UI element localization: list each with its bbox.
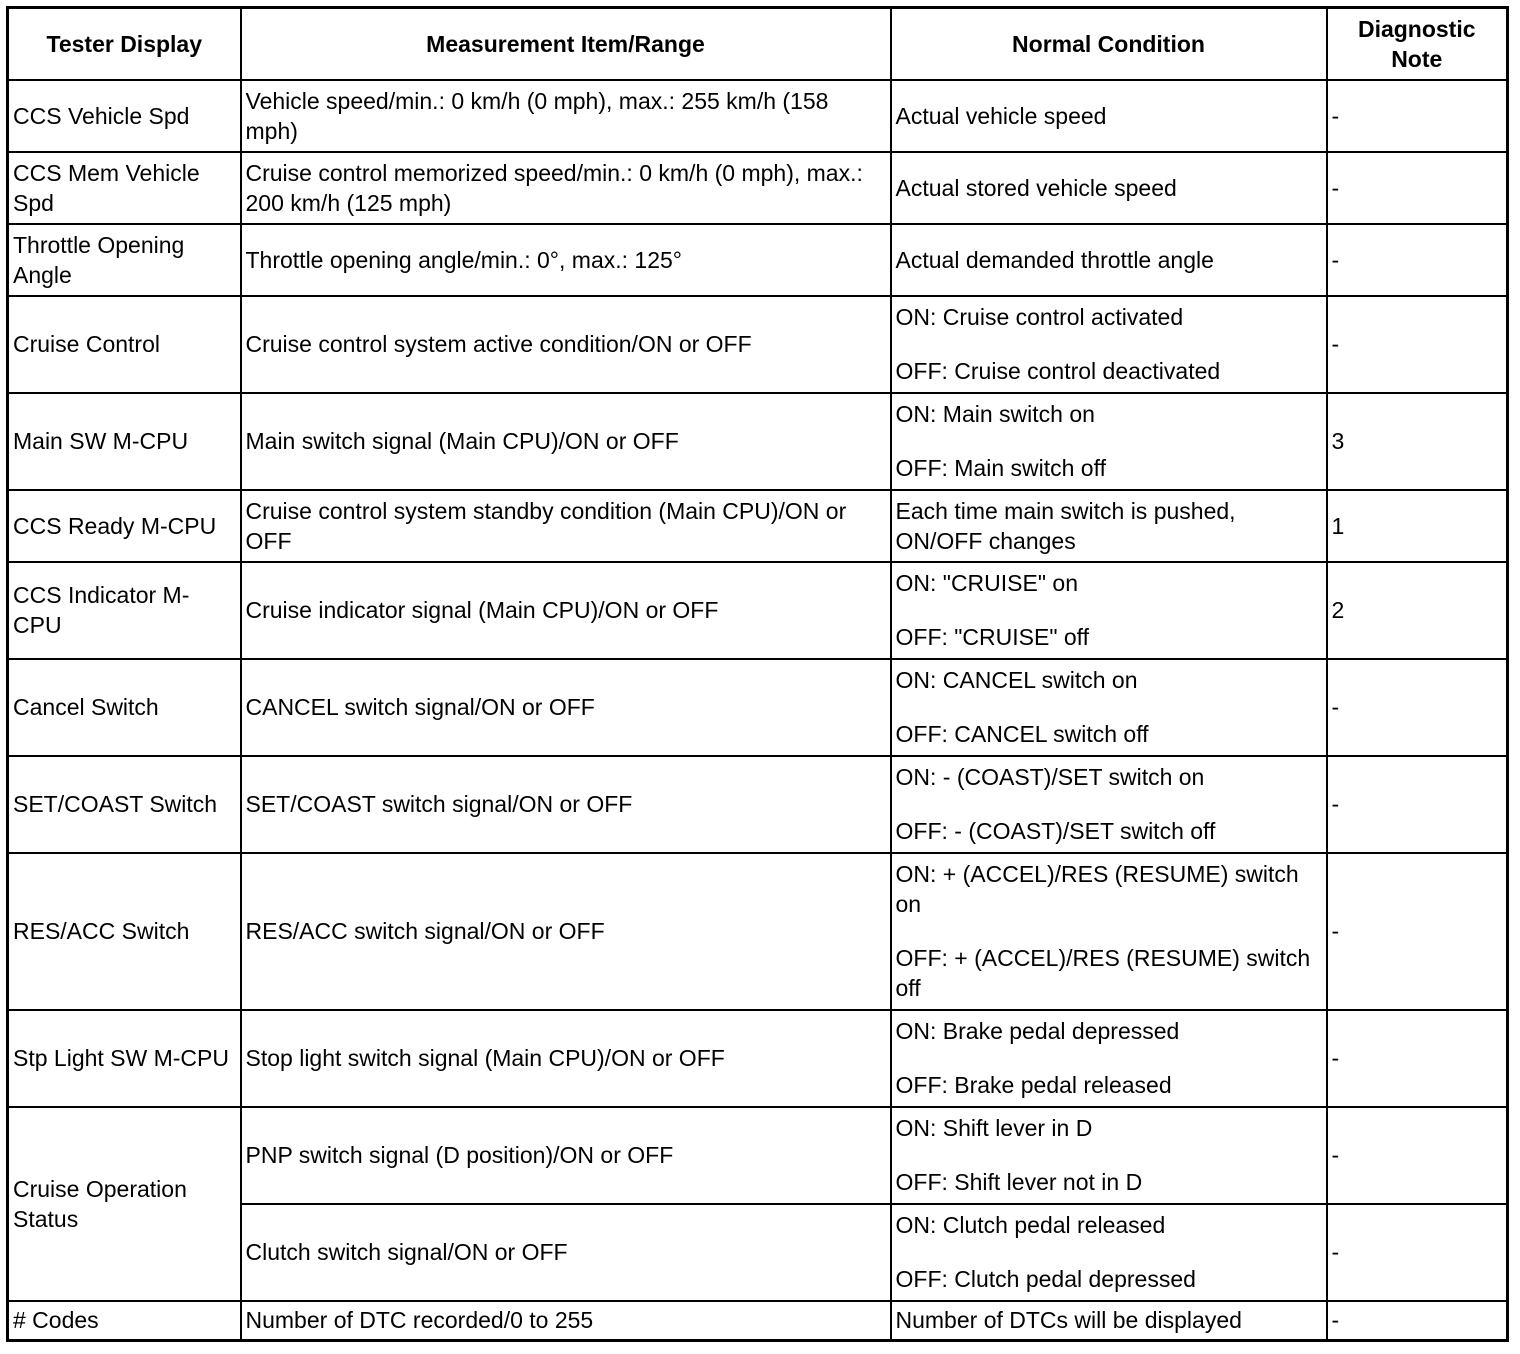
tester-display-cell: Cruise Control xyxy=(8,296,241,393)
table-row xyxy=(8,1301,1508,1341)
normal-condition-cell xyxy=(891,393,1327,490)
table-row xyxy=(8,562,1508,659)
header-tester-display: Tester Display xyxy=(8,8,241,80)
on-condition: ON: Shift lever in D xyxy=(895,1115,1093,1141)
diagnostic-note-cell: - xyxy=(1327,80,1508,152)
diagnostic-note-cell: - xyxy=(1327,296,1508,393)
header-normal-condition: Normal Condition xyxy=(891,8,1327,80)
table-row xyxy=(8,659,1508,756)
on-condition: ON: + (ACCEL)/RES (RESUME) switch on xyxy=(895,861,1299,917)
table-row xyxy=(8,1010,1508,1107)
table-row xyxy=(8,393,1508,490)
header-row xyxy=(8,8,1508,80)
normal-condition-cell: Actual stored vehicle speed xyxy=(891,152,1327,224)
normal-condition-cell: Number of DTCs will be displayed xyxy=(891,1301,1327,1341)
diagnostic-note-cell: - xyxy=(1327,1010,1508,1107)
on-condition: ON: - (COAST)/SET switch on xyxy=(895,764,1205,790)
tester-display-cell: Stp Light SW M-CPU xyxy=(8,1010,241,1107)
off-condition: OFF: - (COAST)/SET switch off xyxy=(895,818,1216,844)
measurement-cell: Main switch signal (Main CPU)/ON or OFF xyxy=(241,393,891,490)
table-row xyxy=(8,296,1508,393)
measurement-cell: CANCEL switch signal/ON or OFF xyxy=(241,659,891,756)
tester-display-cell: RES/ACC Switch xyxy=(8,853,241,1010)
tester-display-cell: # Codes xyxy=(8,1301,241,1341)
measurement-cell: Throttle opening angle/min.: 0°, max.: 125° xyxy=(241,224,891,296)
off-condition: OFF: "CRUISE" off xyxy=(895,624,1090,650)
off-condition: OFF: Shift lever not in D xyxy=(895,1169,1143,1195)
measurement-cell: Cruise control system active condition/ON or OFF xyxy=(241,296,891,393)
on-condition: ON: Clutch pedal released xyxy=(895,1212,1166,1238)
header-diagnostic-note: Diagnostic Note xyxy=(1327,8,1508,80)
measurement-cell: PNP switch signal (D position)/ON or OFF xyxy=(241,1107,891,1204)
diagnostic-note-cell: - xyxy=(1327,1301,1508,1341)
normal-condition-cell: Each time main switch is pushed, ON/OFF changes xyxy=(891,490,1327,562)
table-row xyxy=(8,490,1508,562)
diagnostic-note-cell: 2 xyxy=(1327,562,1508,659)
diagnostic-note-cell: - xyxy=(1327,224,1508,296)
diagnostic-note-cell: - xyxy=(1327,152,1508,224)
table-row xyxy=(8,853,1508,1010)
measurement-cell: Clutch switch signal/ON or OFF xyxy=(241,1204,891,1301)
normal-condition-cell: Actual vehicle speed xyxy=(891,80,1327,152)
normal-condition-cell xyxy=(891,1010,1327,1107)
tester-display-cell: Cruise Operation Status xyxy=(8,1107,241,1301)
tester-display-cell: CCS Ready M-CPU xyxy=(8,490,241,562)
tester-display-cell: Throttle Opening Angle xyxy=(8,224,241,296)
off-condition: OFF: CANCEL switch off xyxy=(895,721,1149,747)
on-condition: ON: Brake pedal depressed xyxy=(895,1018,1180,1044)
measurement-cell: Cruise indicator signal (Main CPU)/ON or OFF xyxy=(241,562,891,659)
measurement-cell: RES/ACC switch signal/ON or OFF xyxy=(241,853,891,1010)
measurement-cell: Number of DTC recorded/0 to 255 xyxy=(241,1301,891,1341)
diagnostic-note-cell: 1 xyxy=(1327,490,1508,562)
measurement-cell: Stop light switch signal (Main CPU)/ON or OFF xyxy=(241,1010,891,1107)
tester-display-cell: CCS Indicator M-CPU xyxy=(8,562,241,659)
data-list-table xyxy=(6,6,1509,1342)
measurement-cell: Vehicle speed/min.: 0 km/h (0 mph), max.: 255 km/h (158 mph) xyxy=(241,80,891,152)
on-condition: ON: Cruise control activated xyxy=(895,304,1184,330)
tester-display-cell: CCS Vehicle Spd xyxy=(8,80,241,152)
normal-condition-cell xyxy=(891,1107,1327,1204)
table-row xyxy=(8,80,1508,152)
on-condition: ON: CANCEL switch on xyxy=(895,667,1138,693)
header-measurement-item: Measurement Item/Range xyxy=(241,8,891,80)
on-condition: ON: Main switch on xyxy=(895,401,1095,427)
table-row xyxy=(8,224,1508,296)
table-row xyxy=(8,152,1508,224)
normal-condition-cell: Actual demanded throttle angle xyxy=(891,224,1327,296)
tester-display-cell: Cancel Switch xyxy=(8,659,241,756)
diagnostic-note-cell: - xyxy=(1327,659,1508,756)
off-condition: OFF: Brake pedal released xyxy=(895,1072,1172,1098)
normal-condition-cell xyxy=(891,1204,1327,1301)
off-condition: OFF: + (ACCEL)/RES (RESUME) switch off xyxy=(895,945,1311,1001)
tester-display-cell: Main SW M-CPU xyxy=(8,393,241,490)
tester-display-cell: CCS Mem Vehicle Spd xyxy=(8,152,241,224)
off-condition: OFF: Cruise control deactivated xyxy=(895,358,1221,384)
measurement-cell: SET/COAST switch signal/ON or OFF xyxy=(241,756,891,853)
off-condition: OFF: Clutch pedal depressed xyxy=(895,1266,1196,1292)
table-row xyxy=(8,756,1508,853)
tester-display-cell: SET/COAST Switch xyxy=(8,756,241,853)
table-row xyxy=(8,1107,1508,1204)
normal-condition-cell xyxy=(891,756,1327,853)
diagnostic-note-cell: - xyxy=(1327,853,1508,1010)
off-condition: OFF: Main switch off xyxy=(895,455,1106,481)
measurement-cell: Cruise control system standby condition (Main CPU)/ON or OFF xyxy=(241,490,891,562)
normal-condition-cell xyxy=(891,562,1327,659)
diagnostic-note-cell: 3 xyxy=(1327,393,1508,490)
diagnostic-note-cell: - xyxy=(1327,1204,1508,1301)
normal-condition-cell xyxy=(891,659,1327,756)
on-condition: ON: "CRUISE" on xyxy=(895,570,1078,596)
normal-condition-cell xyxy=(891,853,1327,1010)
normal-condition-cell xyxy=(891,296,1327,393)
diagnostic-note-cell: - xyxy=(1327,756,1508,853)
measurement-cell: Cruise control memorized speed/min.: 0 km/h (0 mph), max.: 200 km/h (125 mph) xyxy=(241,152,891,224)
diagnostic-note-cell: - xyxy=(1327,1107,1508,1204)
